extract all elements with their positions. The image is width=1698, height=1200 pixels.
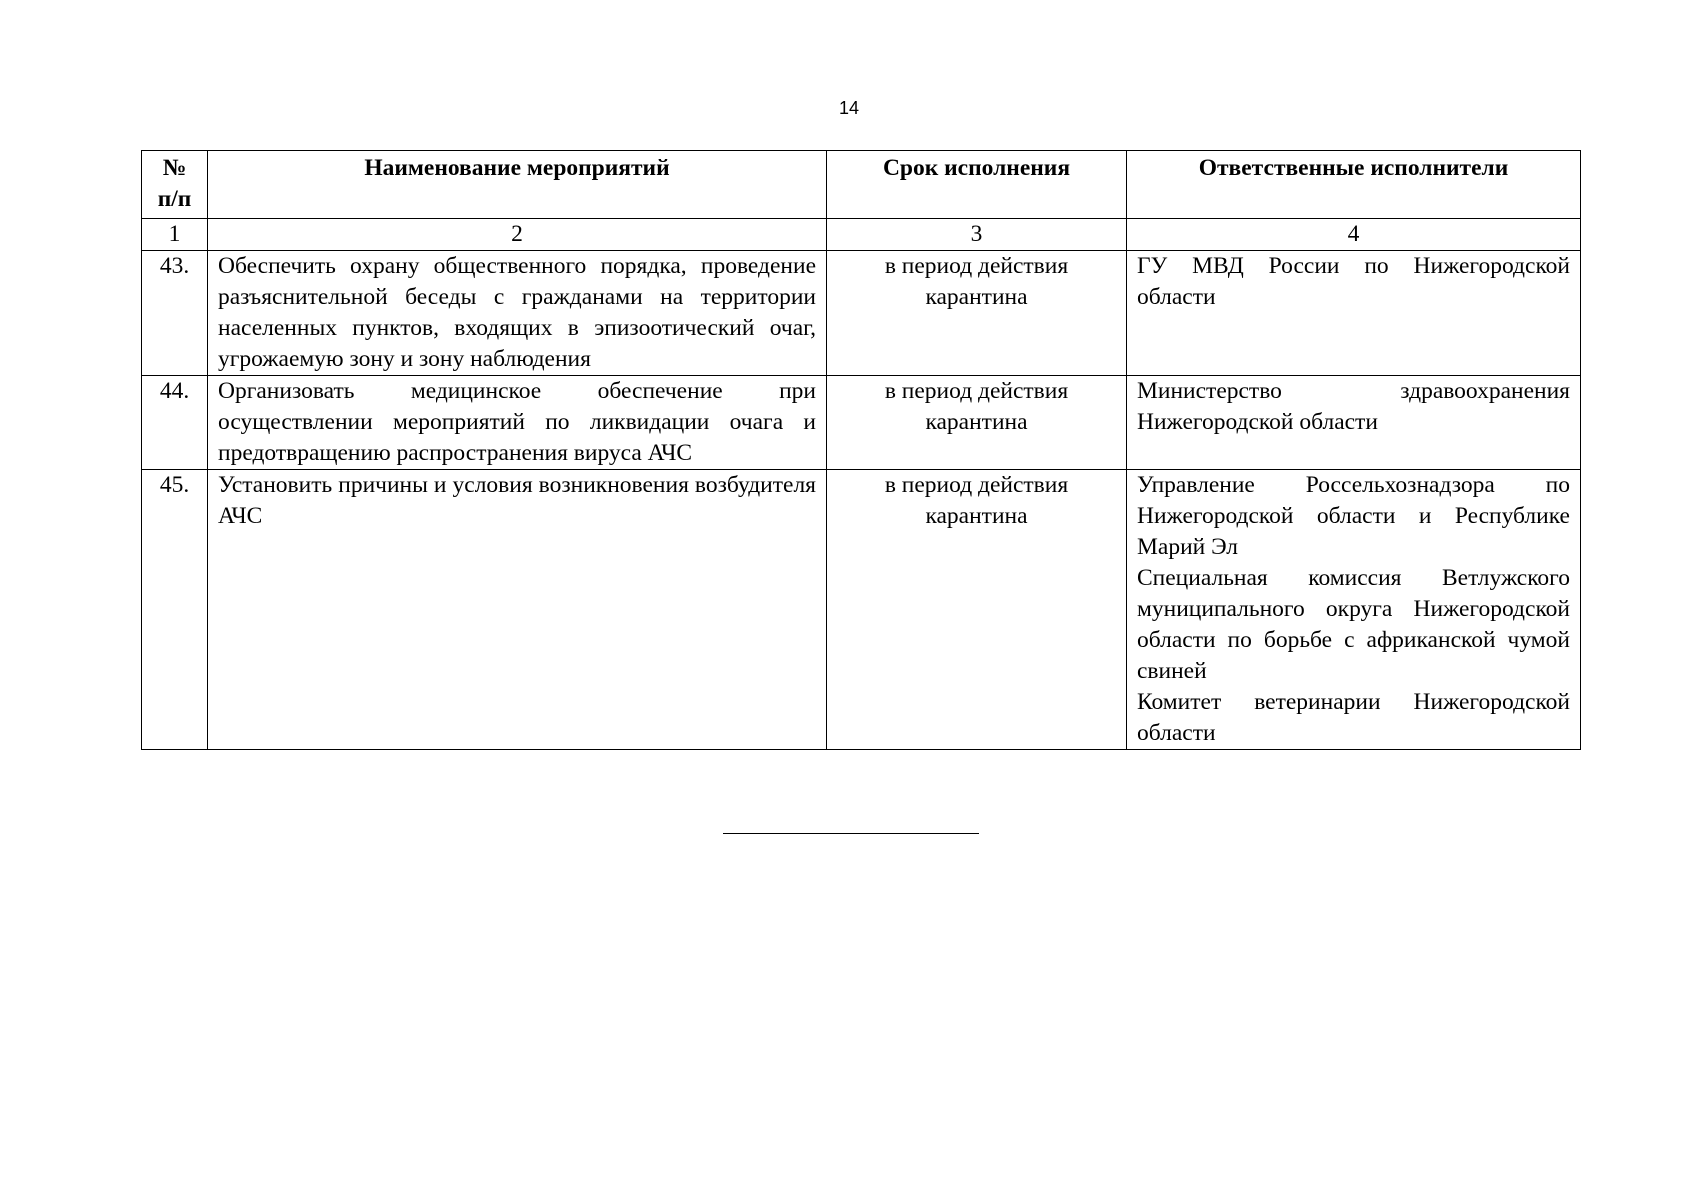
execution-term: в период действия карантина	[827, 376, 1127, 470]
measures-table	[141, 150, 1581, 750]
column-number: 2	[208, 219, 827, 251]
table-row	[142, 251, 1581, 376]
execution-term: в период действия карантина	[827, 251, 1127, 376]
row-number: 43.	[142, 251, 208, 376]
page-number: 14	[838, 98, 860, 118]
measure-name: Установить причины и условия возникновения возбудителя АЧС	[208, 470, 827, 750]
responsible-executor: Комитет ветеринарии Нижегородской области	[1137, 689, 1570, 746]
column-number-row	[142, 219, 1581, 251]
responsible-executor: ГУ МВД России по Нижегородской области	[1137, 253, 1570, 310]
measure-name: Организовать медицинское обеспечение при осуществлении мероприятий по ликвидации очага и предотвращению распространения вируса АЧС	[208, 376, 827, 470]
responsible-executor: Специальная комиссия Ветлужского муниципального округа Нижегородской области по борьбе с африканской чумой свиней	[1137, 565, 1570, 684]
responsible-executor: Управление Россельхознадзора по Нижегородской области и Республике Марий Эл	[1137, 472, 1570, 560]
row-number: 45.	[142, 470, 208, 750]
column-number: 4	[1127, 219, 1581, 251]
header-term: Срок исполнения	[827, 151, 1127, 219]
table-header-row	[142, 151, 1581, 219]
responsible-cell	[1127, 251, 1581, 376]
measure-name: Обеспечить охрану общественного порядка, проведение разъяснительной беседы с гражданами на территории населенных пунктов, входящих в эпизоотический очаг, угрожаемую зону и зону наблюдения	[208, 251, 827, 376]
table-row	[142, 470, 1581, 750]
header-name: Наименование мероприятий	[208, 151, 827, 219]
end-separator-line	[723, 833, 979, 834]
responsible-cell	[1127, 376, 1581, 470]
responsible-executor: Министерство здравоохранения Нижегородской области	[1137, 378, 1570, 435]
header-responsible: Ответственные исполнители	[1127, 151, 1581, 219]
table-row	[142, 376, 1581, 470]
execution-term: в период действия карантина	[827, 470, 1127, 750]
responsible-cell	[1127, 470, 1581, 750]
column-number: 1	[142, 219, 208, 251]
row-number: 44.	[142, 376, 208, 470]
column-number: 3	[827, 219, 1127, 251]
header-num: № п/п	[142, 151, 208, 219]
